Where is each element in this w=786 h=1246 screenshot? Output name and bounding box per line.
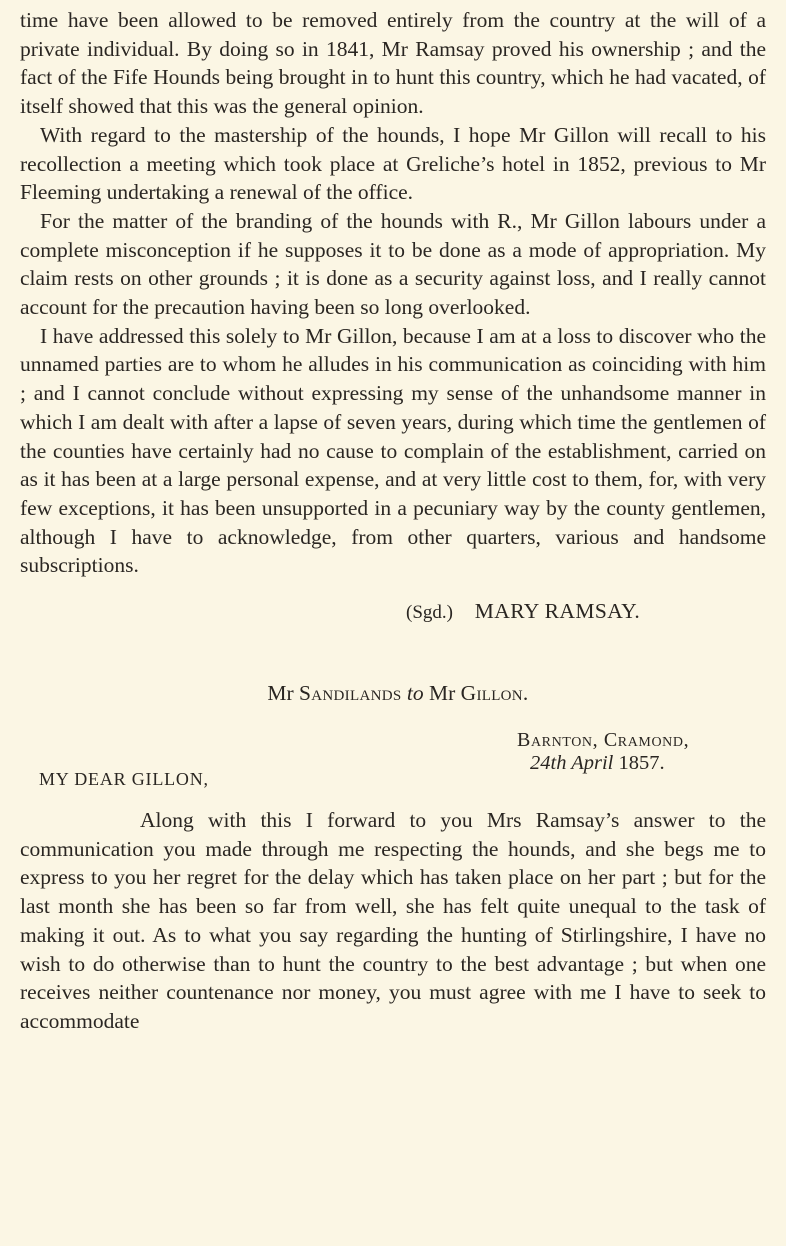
salutation: MY DEAR GILLON, (39, 769, 209, 790)
paragraph-branding: For the matter of the branding of the hounds with R., Mr Gillon labours under a complete misconception if he supposes it to be done as a mode of appropriation. My claim rests on other grounds ; it is done as a security against loss, and I really cannot account for the precaution having been so long overlooked. (20, 208, 766, 320)
letter-sandilands (20, 679, 766, 1036)
heading-from-name: Sandilands (299, 681, 402, 706)
letter-body (20, 806, 766, 1036)
heading-connector: to (406, 681, 424, 706)
signature-block (20, 597, 766, 627)
letter-date-day: 24th April (530, 752, 614, 775)
heading-from-title: Mr (267, 681, 294, 706)
letter-heading (20, 679, 766, 707)
signature-prefix: (Sgd.) (406, 602, 453, 624)
signature-name: MARY RAMSAY. (474, 599, 641, 624)
sender-address: Barnton, Cramond, (517, 729, 690, 752)
letter-ramsay (20, 6, 766, 627)
paragraph-body: Along with this I forward to you Mrs Ramsay’s answer to the communication you made through me respecting the hounds, and she begs me to express to you her regret for the delay which has taken place on her part ; but for the last month she has been so far from well, she has felt quite unequal to the task of making it out. As to what you say regarding the hunting of Stirlingshire, I have no wish to do otherwise than to hunt the country to the best advantage ; but when one receives neither countenance nor money, you must agree with me I have to seek to accommodate (20, 808, 766, 1033)
letter-date-year: 1857. (618, 752, 665, 775)
paragraph-ownership: time have been allowed to be removed entirely from the country at the will of a private individual. By doing so in 1841, Mr Ramsay proved his ownership ; and the fact of the Fife Hounds being brought in to hunt this country, which he had vacated, of itself showed that this was the general opinion. (20, 8, 766, 119)
heading-to-title: Mr (428, 681, 456, 706)
paragraph-conclusion: I have addressed this solely to Mr Gillon, because I am at a loss to discover who the unnamed parties are to whom he alludes in his communication as coinciding with him ; and I cannot conclude without expressing my sense of the unhandsome manner in which I am dealt with after a lapse of seven years, during which time the gentlemen of the counties have certainly had no cause to complain of the establishment, carried on as it has been at a large personal expense, and at very little cost to them, for, with very few exceptions, it has been unsupported in a pecuniary way by the county gentlemen, although I have to acknowledge, from other quarters, various and handsome subscriptions. (20, 323, 766, 578)
paragraph-mastership: With regard to the mastership of the hounds, I hope Mr Gillon will recall to his recollection a meeting which took place at Greliche’s hotel in 1852, previous to Mr Fleeming undertaking a renewal of the office. (20, 122, 766, 205)
heading-to-name: Gillon. (460, 681, 529, 706)
